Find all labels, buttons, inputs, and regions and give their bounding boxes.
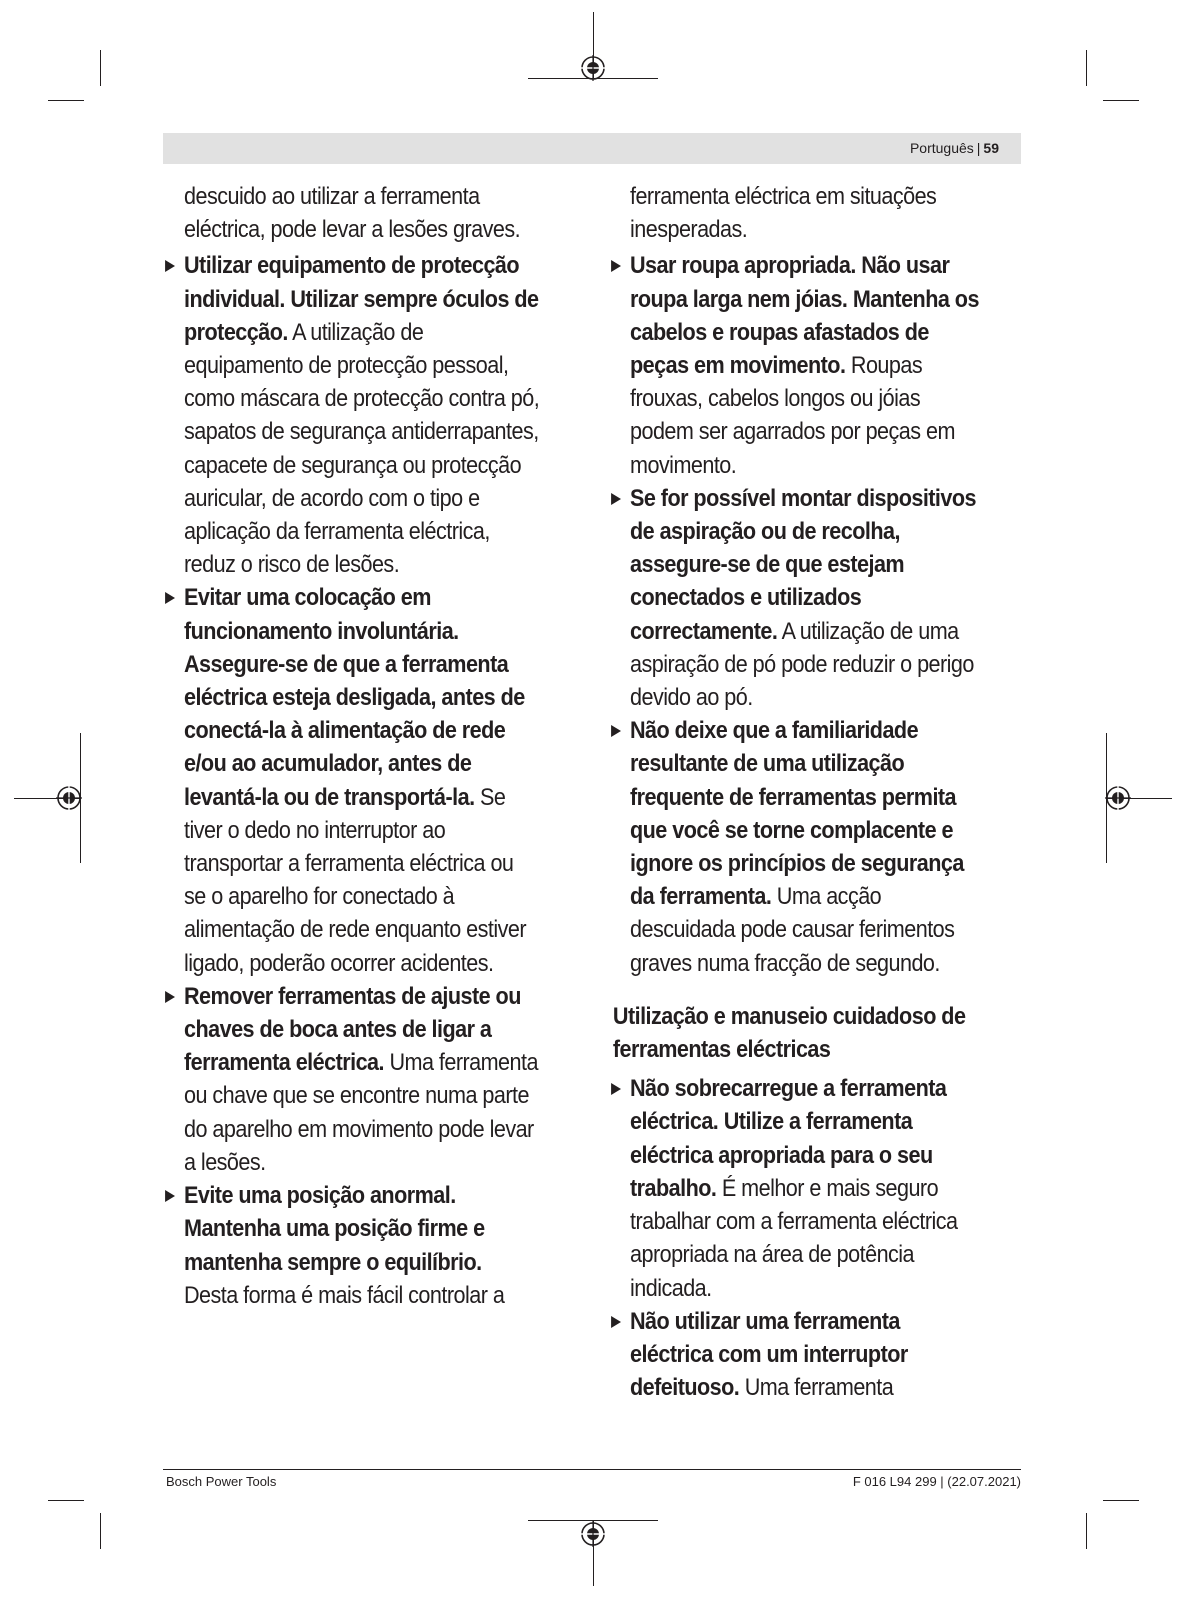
safety-item-heading: Se for possível montar dispositivos de aspiração ou de recolha, assegure-se de que estejam conectados e utilizados correctamente. — [630, 484, 976, 645]
crop-mark — [1103, 1500, 1139, 1501]
safety-item — [630, 482, 986, 714]
footer-doc-number: F 016 L94 299 | (22.07.2021) — [852, 1474, 1021, 1489]
safety-item-text: Roupas frouxas, cabelos longos ou jóias podem ser agarrados por peças em movimento. — [630, 352, 955, 479]
triangle-bullet-icon — [611, 1083, 621, 1095]
safety-item-text: A utilização de equipamento de protecção pessoal, como máscara de protecção contra pó, sapatos de segurança antiderrapantes, capacete de segurança ou protecção auricular, de acordo com o tipo e aplicação da ferramenta eléctrica, reduz o risco de lesões. — [184, 318, 540, 579]
footer-brand: Bosch Power Tools — [166, 1474, 277, 1489]
registration-mark-icon — [580, 55, 606, 81]
crop-mark — [48, 1500, 84, 1501]
crop-mark — [100, 1513, 101, 1549]
safety-item-heading: Evite uma posição anormal. Mantenha uma posição firme e mantenha sempre o equilíbrio. — [184, 1182, 485, 1276]
header-text — [910, 140, 999, 157]
crop-mark — [100, 50, 101, 86]
triangle-bullet-icon — [611, 260, 621, 272]
safety-item — [630, 714, 986, 980]
safety-item-heading: Evitar uma colocação em funcionamento involuntária. Assegure-se de que a ferramenta eléctrica esteja desligada, antes de conectá-la à alimentação de rede e/ou ao acumulador, antes de levantá-la ou de transportá-la. — [184, 584, 525, 811]
header-language: Português — [909, 140, 974, 156]
safety-item-heading: Usar roupa apropriada. Não usar roupa larga nem jóias. Mantenha os cabelos e roupas afastados de peças em movimento. — [630, 252, 979, 380]
safety-item-text: Uma ferramenta ou chave que se encontre numa parte do aparelho em movimento pode levar a lesões. — [184, 1049, 538, 1176]
footer-rule — [163, 1469, 1021, 1470]
safety-item-heading: Não sobrecarregue a ferramenta eléctrica. Utilize a ferramenta eléctrica apropriada para o seu trabalho. — [630, 1075, 947, 1202]
safety-item — [630, 1305, 986, 1405]
crop-mark — [1086, 50, 1087, 86]
safety-item-text: Desta forma é mais fácil controlar a — [184, 1281, 505, 1309]
safety-item — [184, 1179, 540, 1312]
safety-item-text: Uma ferramenta — [739, 1374, 894, 1402]
safety-item — [184, 249, 540, 581]
registration-mark-icon — [1105, 785, 1131, 811]
triangle-bullet-icon — [611, 1316, 621, 1328]
page-header — [163, 133, 1021, 164]
safety-item-heading: Remover ferramentas de ajuste ou chaves de boca antes de ligar a ferramenta eléctrica. — [184, 982, 521, 1077]
triangle-bullet-icon — [165, 1190, 175, 1202]
left-column — [184, 180, 540, 1312]
safety-item-text: Uma acção descuidada pode causar ferimentos graves numa fracção de segundo. — [630, 883, 955, 977]
triangle-bullet-icon — [165, 991, 175, 1003]
section-heading: Utilização e manuseio cuidadoso de ferramentas eléctricas — [612, 1002, 966, 1064]
triangle-bullet-icon — [165, 592, 175, 604]
safety-item — [184, 980, 540, 1179]
registration-mark-icon — [56, 785, 82, 811]
safety-item-heading: Utilizar equipamento de protecção individual. Utilizar sempre óculos de protecção. — [184, 252, 539, 346]
triangle-bullet-icon — [165, 260, 175, 272]
crop-mark — [48, 100, 84, 101]
triangle-bullet-icon — [611, 725, 621, 737]
crop-mark — [1086, 1513, 1087, 1549]
safety-item-text: Se tiver o dedo no interruptor ao transportar a ferramenta eléctrica ou se o aparelho for conectado à alimentação de rede enquanto estiver ligado, poderão ocorrer acidentes. — [184, 783, 527, 977]
right-column — [612, 180, 986, 1404]
safety-item — [184, 581, 540, 979]
safety-item-text: A utilização de uma aspiração de pó pode reduzir o perigo devido ao pó. — [630, 617, 974, 712]
triangle-bullet-icon — [611, 493, 621, 505]
header-separator: | — [976, 140, 981, 156]
continuation-text: descuido ao utilizar a ferramenta eléctrica, pode levar a lesões graves. — [184, 183, 521, 244]
continuation-text: ferramenta eléctrica em situações inesperadas. — [630, 183, 937, 244]
registration-mark-icon — [580, 1521, 606, 1547]
crop-mark — [1103, 100, 1139, 101]
safety-item-heading: Não utilizar uma ferramenta eléctrica com um interruptor defeituoso. — [630, 1307, 908, 1402]
safety-item — [630, 249, 986, 481]
safety-item-heading: Não deixe que a familiaridade resultante de uma utilização frequente de ferramentas permita que você se torne complacente e ignore os princípios de segurança da ferramenta. — [630, 717, 964, 911]
safety-item-text: É melhor e mais seguro trabalhar com a ferramenta eléctrica apropriada na área de potência indicada. — [630, 1174, 958, 1302]
safety-item — [630, 1072, 986, 1304]
page-number: 59 — [983, 140, 999, 156]
